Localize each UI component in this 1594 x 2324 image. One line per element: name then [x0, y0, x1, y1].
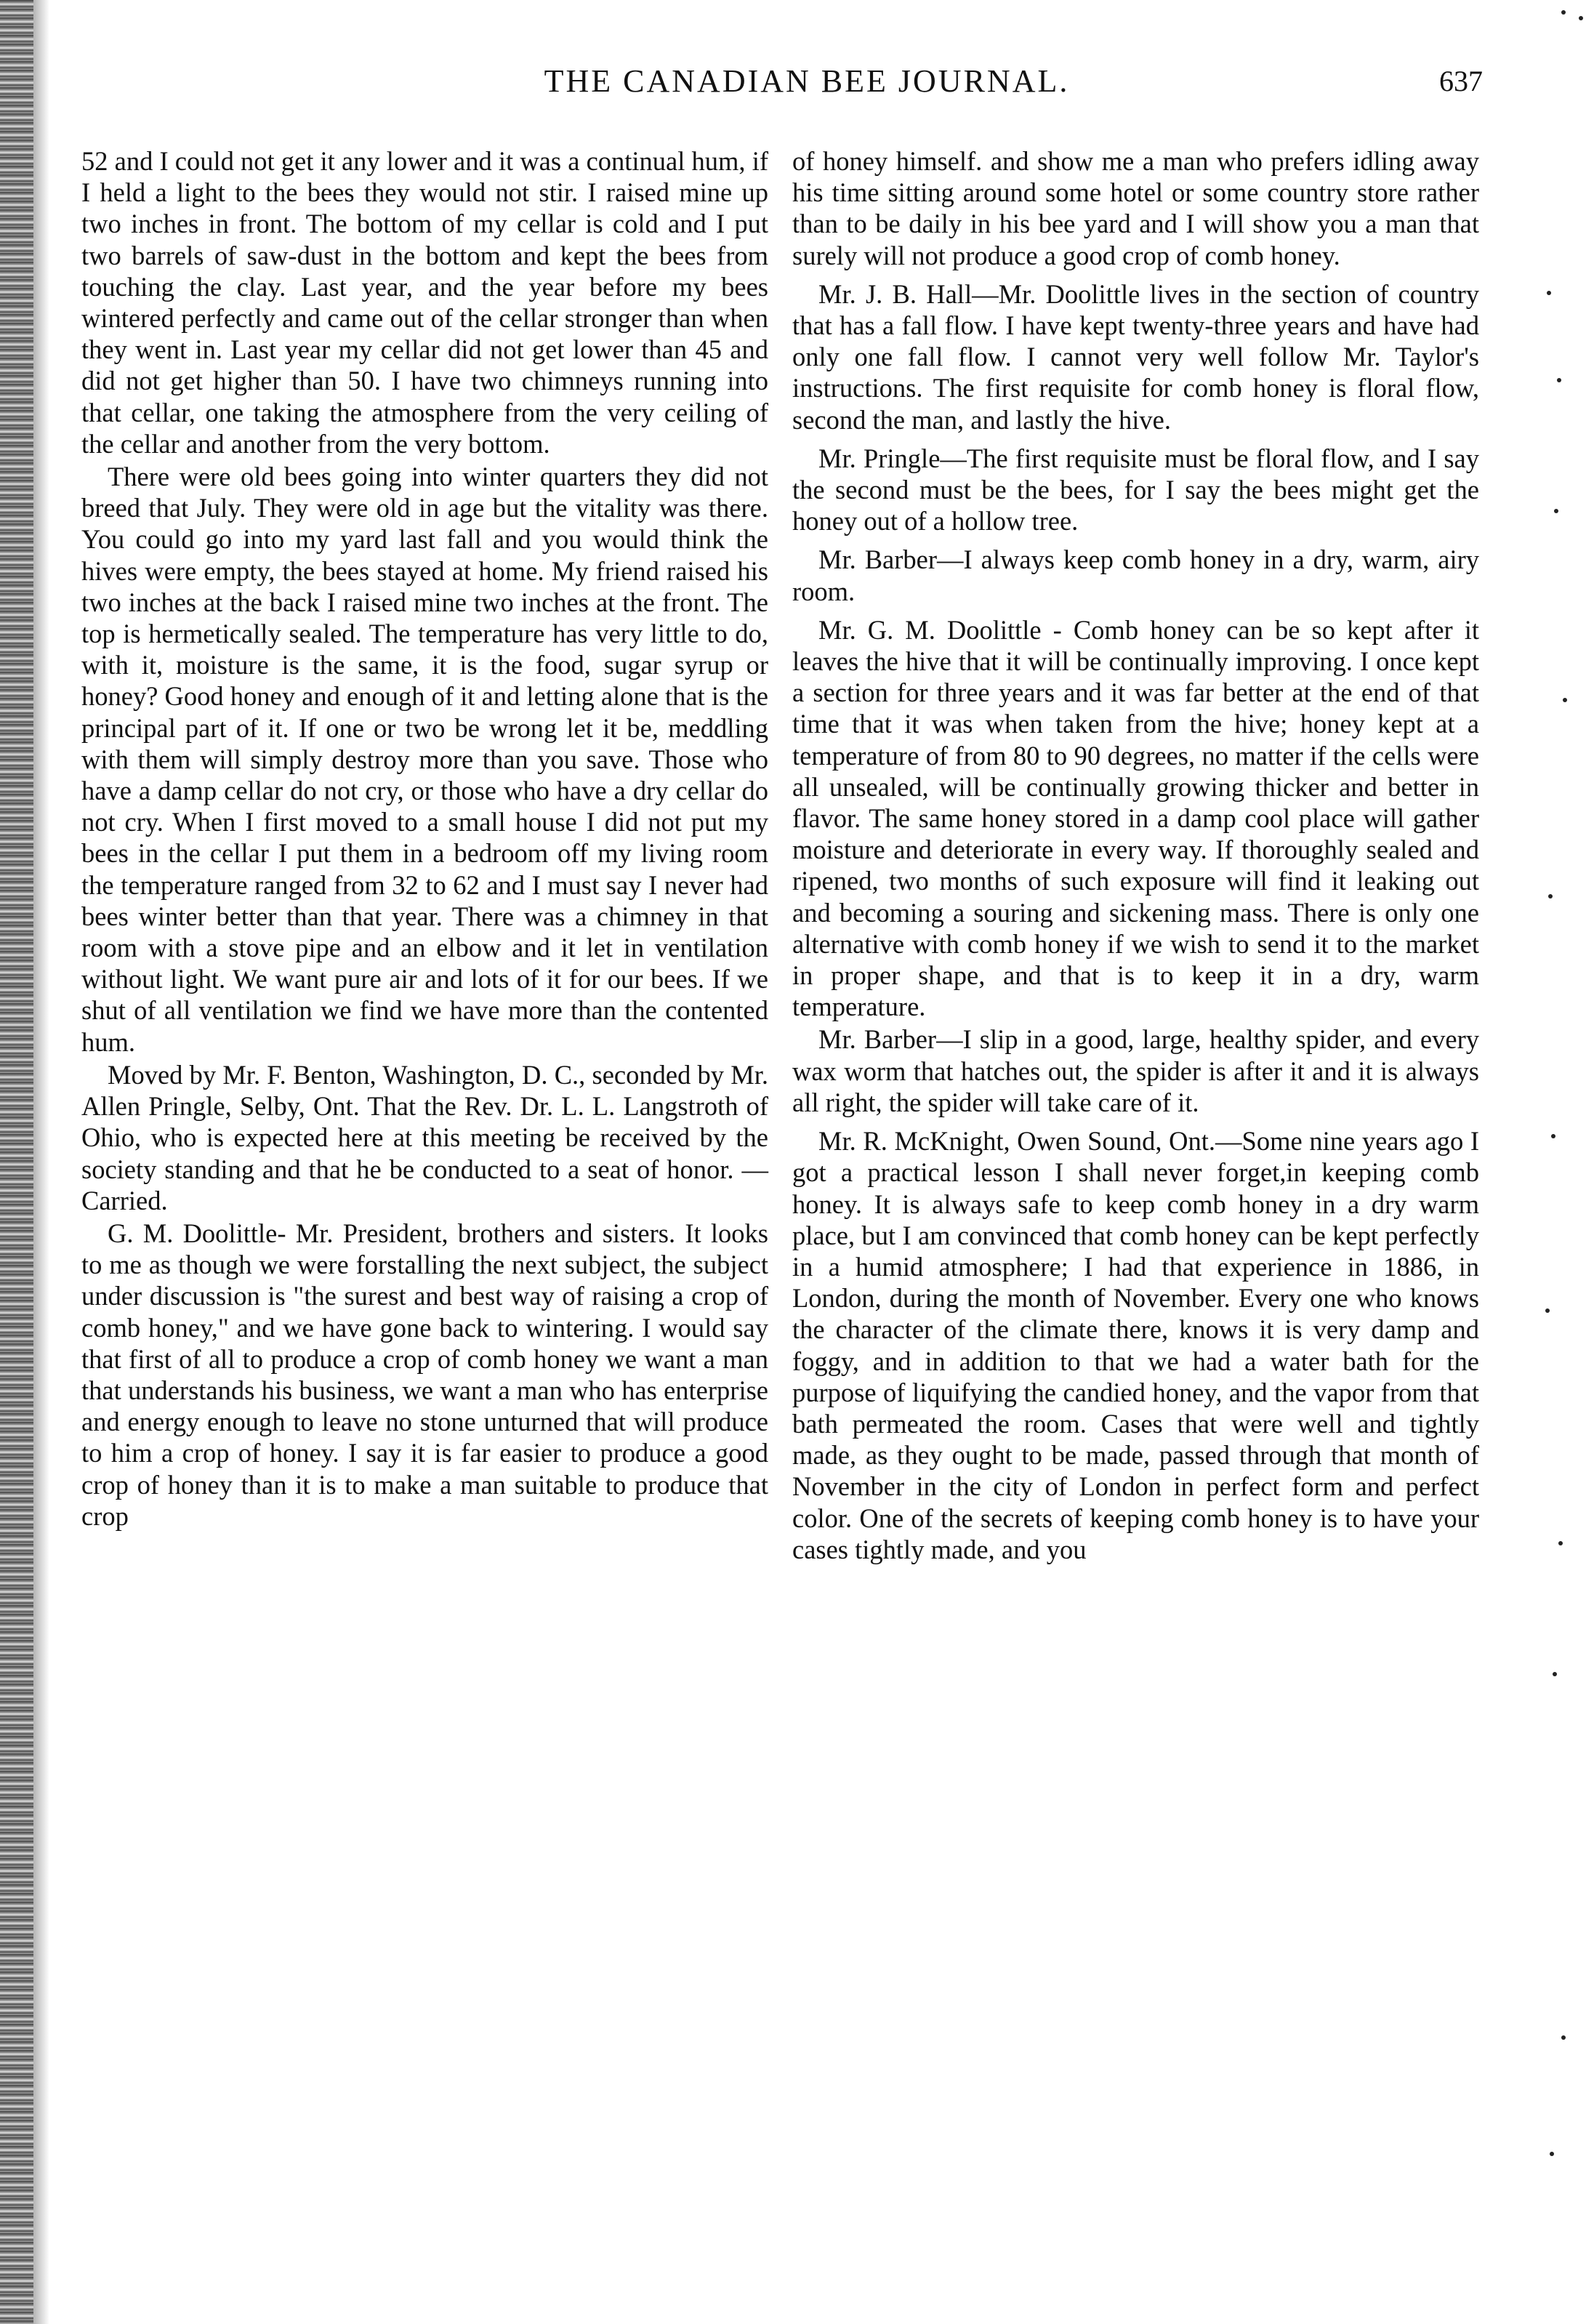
- journal-title: THE CANADIAN BEE JOURNAL.: [544, 63, 1070, 99]
- paragraph: Mr. G. M. Doolittle - Comb honey can be so kept after it leaves the hive that it will be continually improving. I once kept a section for three years and it was far better at the end of that time that it was when taken from the hive; honey kept at a temperature of from 80 to 90 degrees, no matter if the cells were all unsealed, will be continually growing thicker and better in flavor. The same honey stored in a damp cool place will gather moisture and deteriorate in every way. If thoroughly sealed and ripened, two months of such exposure will find it leaking out and becoming a souring and sickening mass. There is only one alternative with comb honey if we wish to send it to the market in proper shape, and that is to keep it in a dry, warm temperature.: [792, 614, 1479, 1022]
- paragraph: Mr. J. B. Hall—Mr. Doolittle lives in the section of country that has a fall flow. I have kept twenty-three years and have had only one fall flow. I cannot very well follow Mr. Taylor's instructions. The first requisite for comb honey is floral flow, second the man, and lastly the hive.: [792, 278, 1479, 435]
- right-column: [792, 145, 1479, 1567]
- speck: [1563, 698, 1567, 702]
- paragraph: Mr. R. McKnight, Owen Sound, Ont.—Some nine years ago I got a practical lesson I shall never forget,in keeping comb honey. It is always safe to keep comb honey in a dry warm place, but I am convinced that comb honey can be kept perfectly in a humid atmosphere; I had that experience in 1886, in London, during the month of November. Every one who knows the character of the climate there, knows it is very damp and foggy, and in addition to that we had a water bath for the purpose of liquifying the candied honey, and the vapor from that bath permeated the room. Cases that were well and tightly made, as they ought to be made, passed through that month of November in the city of London in perfect form and perfect color. One of the secrets of keeping comb honey is to have your cases tightly made, and you: [792, 1126, 1479, 1564]
- speck: [1553, 1672, 1557, 1676]
- paragraph: Mr. Barber—I always keep comb honey in a dry, warm, airy room.: [792, 544, 1479, 606]
- page-binding-edge: [0, 0, 33, 2324]
- speck: [1558, 1541, 1563, 1545]
- page-number: 637: [1439, 65, 1483, 97]
- margin-specks: [1541, 0, 1594, 2324]
- paragraph: There were old bees going into winter quarters they did not breed that July. They were old in age but the vitality was there. You could go into my yard last fall and you would think the hives were empty, the bees stayed at home. My friend raised his two inches at the back I raised mine two inches at the front. The top is hermetically sealed. The temperature has very little to do, with it, moisture is the same, it is the food, sugar syrup or honey? Good honey and enough of it and letting alone that is the principal part of it. If one or two be wrong let it be, meddling with them will simply destroy more than you save. Those who have a damp cellar do not cry, or those who have a dry cellar do not cry. When I first moved to a small house I did not put my bees in the cellar I put them in a bedroom off my living room the temperature ranged from 32 to 62 and I must say I never had bees winter better than that year. There was a chimney in that room with a stove pipe and an elbow and it let in ventilation without light. We want pure air and lots of it for our bees. If we shut of all ventilation we find we have more than the contented hum.: [81, 462, 768, 1057]
- running-header: [407, 60, 1483, 110]
- speck: [1550, 2152, 1554, 2156]
- paragraph: 52 and I could not get it any lower and it was a continual hum, if I held a light to the bees they would not stir. I raised mine up two inches in front. The bottom of my cellar is cold and I put two barrels of saw-dust in the bottom and kept the bees from touching the clay. Last year, and the year before my bees wintered perfectly and came out of the cellar stronger than when they went in. Last year my cellar did not get lower than 45 and did not get higher than 50. I have two chimneys running into that cellar, one taking the atmosphere from the very ceiling of the cellar and another from the very bottom.: [81, 146, 768, 459]
- speck: [1547, 291, 1551, 295]
- speck: [1579, 16, 1583, 20]
- paragraph: Moved by Mr. F. Benton, Washington, D. C., seconded by Mr. Allen Pringle, Selby, Ont. That the Rev. Dr. L. L. Langstroth of Ohio, who is expected here at this meeting be received by the society standing and that he be conducted to a seat of honor. —Carried.: [81, 1059, 768, 1215]
- paragraph: Mr. Barber—I slip in a good, large, healthy spider, and every wax worm that hatches out, the spider is after it and it is always all right, the spider will take care of it.: [792, 1024, 1479, 1117]
- paragraph: Mr. Pringle—The first requisite must be floral flow, and I say the second must be the bees, for I say the bees might get the honey out of a hollow tree.: [792, 443, 1479, 536]
- speck: [1554, 509, 1558, 513]
- left-column: [81, 145, 768, 1533]
- speck: [1548, 894, 1553, 898]
- speck: [1561, 10, 1566, 15]
- speck: [1561, 2035, 1566, 2040]
- paragraph: of honey himself. and show me a man who prefers idling away his time sitting around some hotel or some country store rather than to be daily in his bee yard and I will show you a man that surely will not produce a good crop of comb honey.: [792, 146, 1479, 270]
- speck: [1545, 1308, 1550, 1313]
- speck: [1557, 378, 1561, 382]
- paragraph: G. M. Doolittle- Mr. President, brothers and sisters. It looks to me as though we were forstalling the next subject, the subject under discussion is "the surest and best way of raising a crop of comb honey," and we have gone back to wintering. I would say that first of all to produce a crop of comb honey we want a man that understands his business, we want a man who has enterprise and energy enough to leave no stone unturned that will produce to him a crop of honey. I say it is far easier to produce a good crop of honey than it is to make a man suitable to produce that crop: [81, 1218, 768, 1531]
- speck: [1551, 1134, 1555, 1138]
